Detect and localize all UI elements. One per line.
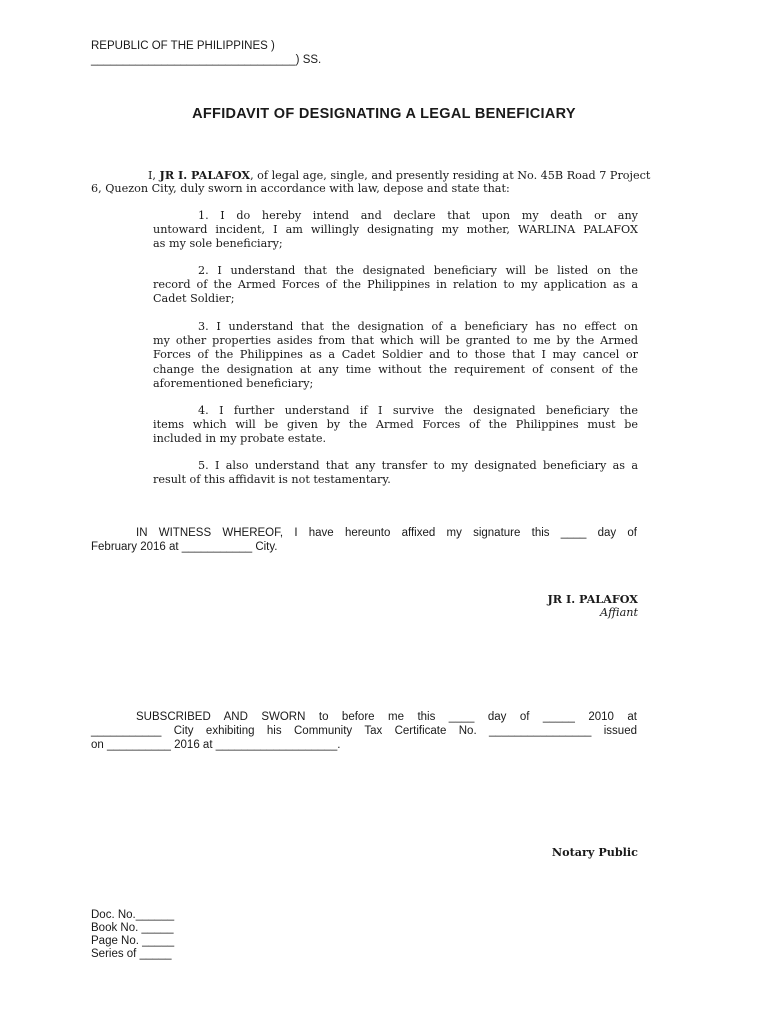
item-line: untoward incident, I am willingly designating my mother, WARLINA PALAFOX — [153, 223, 638, 237]
item-line: included in my probate estate. — [153, 432, 327, 446]
witness-line-1: IN WITNESS WHEREOF, I have hereunto affixed my signature this ____ day of — [136, 527, 637, 539]
doc-no: Doc. No.______ — [91, 909, 175, 921]
item-line: 2. I understand that the designated beneficiary will be listed on the — [198, 264, 638, 277]
item-line: 3. I understand that the designation of a beneficiary has no effect on — [198, 320, 638, 333]
caption-republic: REPUBLIC OF THE PHILIPPINES ) — [91, 40, 275, 52]
intro-line-2: 6, Quezon City, duly sworn in accordance with law, depose and state that: — [91, 182, 510, 196]
item-line: 4. I further understand if I survive the designated beneficiary the — [198, 404, 638, 417]
item-line: Cadet Soldier; — [153, 292, 235, 306]
notary-public-label: Notary Public — [551, 845, 638, 859]
item-5 — [153, 459, 638, 487]
witness-paragraph — [91, 526, 637, 554]
item-2 — [153, 264, 638, 307]
item-line: as my sole beneficiary; — [153, 237, 283, 251]
item-line: Forces of the Philippines as a Cadet Soldier and to those that I may cancel or — [153, 348, 638, 362]
jurat-line-1: SUBSCRIBED AND SWORN to before me this ____ day of _____ 2010 at — [136, 711, 637, 723]
item-line: my other properties asides from that which will be granted to me by the Armed — [153, 334, 638, 348]
affiant-signature-name: JR I. PALAFOX — [547, 592, 638, 606]
intro-line-1: I, JR I. PALAFOX, of legal age, single, and presently residing at No. 45B Road 7 Project — [148, 168, 651, 182]
item-line: aforementioned beneficiary; — [153, 376, 314, 390]
book-no: Book No. _____ — [91, 922, 174, 934]
item-line: 1. I do hereby intend and declare that upon my death or any — [198, 209, 638, 222]
item-1 — [153, 209, 638, 252]
intro-paragraph — [91, 168, 651, 196]
item-4 — [153, 404, 638, 447]
jurat-line-3: on __________ 2016 at ___________________. — [91, 739, 341, 752]
jurat-paragraph — [91, 710, 637, 753]
item-line: 5. I also understand that any transfer to my designated beneficiary as a — [198, 459, 638, 472]
caption-ss: ________________________________) SS. — [91, 54, 322, 66]
jurat-line-2: ___________ City exhibiting his Community Tax Certificate No. ________________ issued — [91, 725, 637, 738]
affiant-name-inline: JR I. PALAFOX — [159, 168, 251, 182]
series-of: Series of _____ — [91, 948, 172, 960]
item-line: change the designation at any time without the requirement of consent of the — [153, 362, 638, 376]
affiant-role: Affiant — [600, 606, 638, 619]
witness-line-2: February 2016 at ___________ City. — [91, 541, 278, 554]
item-line: record of the Armed Forces of the Philippines in relation to my application as a — [153, 278, 638, 292]
page-no: Page No. _____ — [91, 935, 175, 947]
item-line: result of this affidavit is not testamentary. — [153, 473, 391, 487]
item-line: items which will be given by the Armed Forces of the Philippines must be — [153, 418, 638, 432]
document-title: AFFIDAVIT OF DESIGNATING A LEGAL BENEFICIARY — [192, 106, 576, 122]
item-3 — [153, 320, 638, 391]
